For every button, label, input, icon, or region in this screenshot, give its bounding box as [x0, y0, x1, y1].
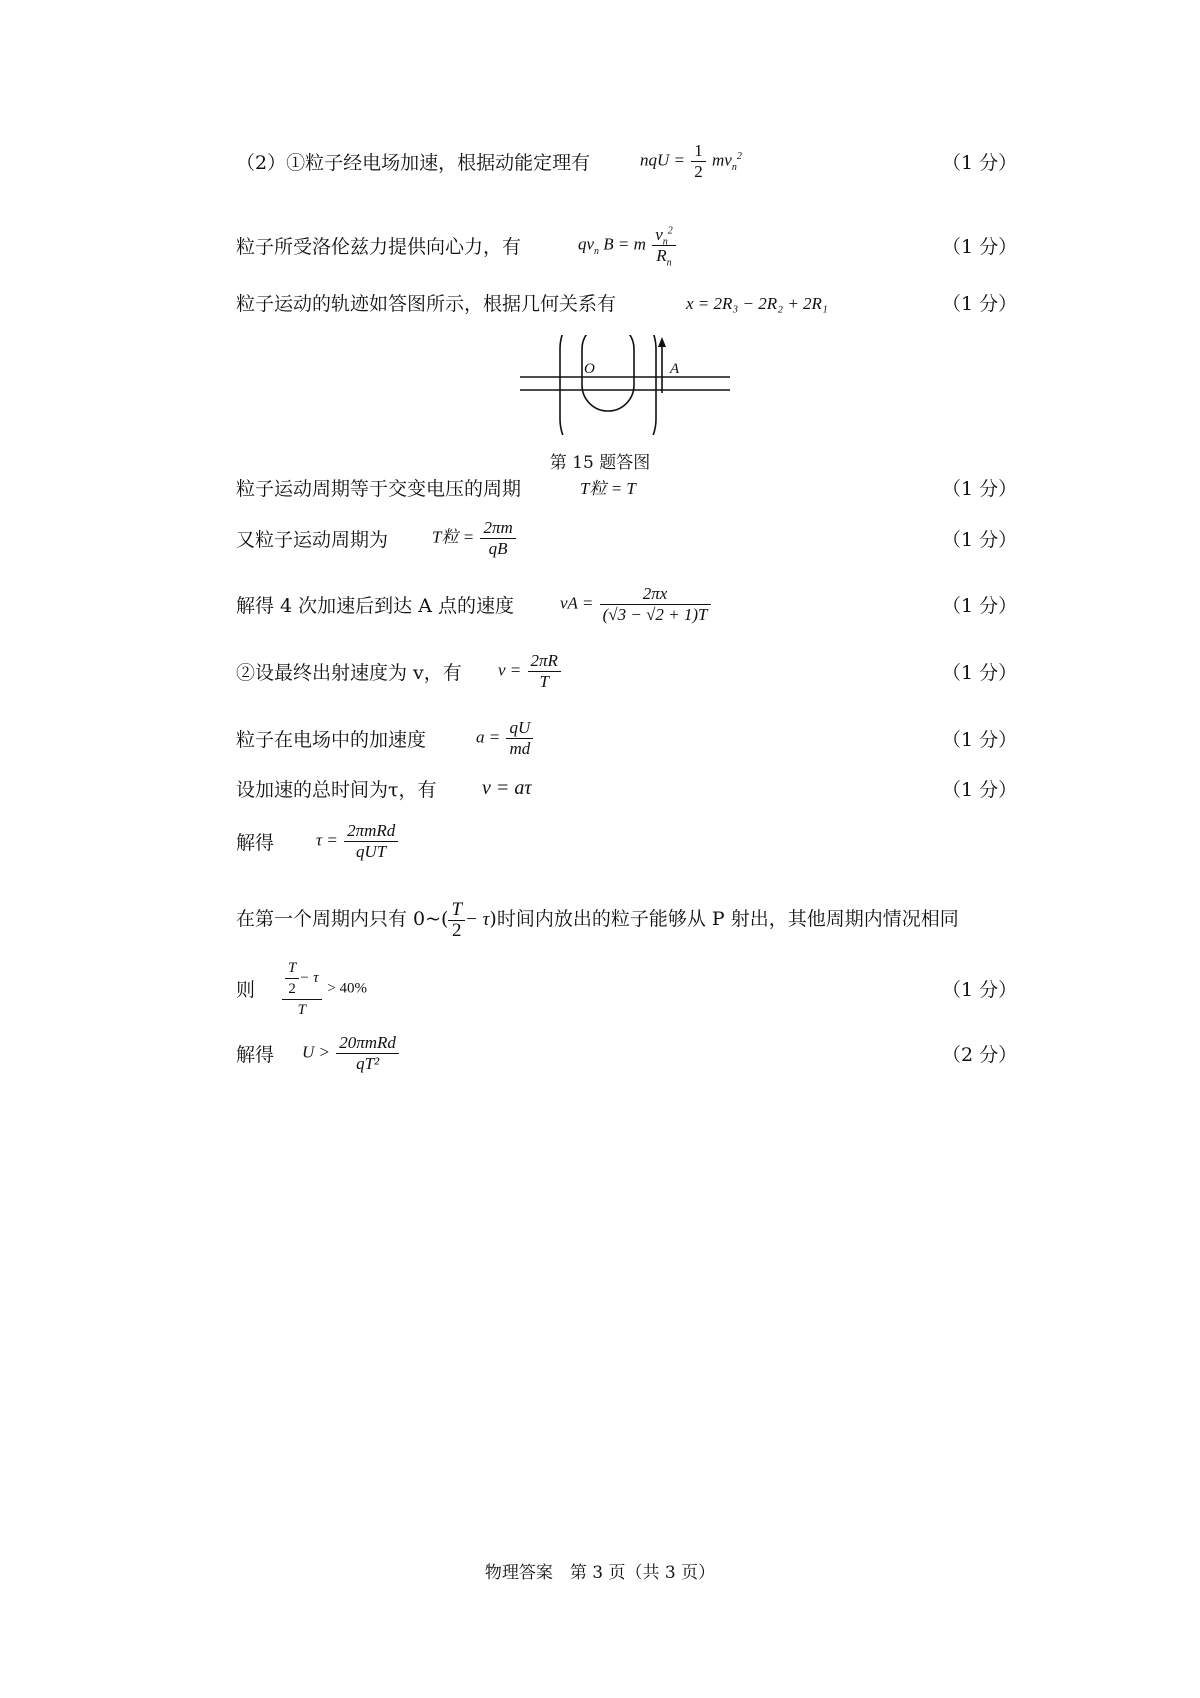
score-label: （1 分） [942, 152, 1018, 174]
answer-text: 又粒子运动周期为 [236, 529, 389, 551]
score-label: （1 分） [942, 779, 1018, 801]
answer-text: 粒子运动周期等于交变电压的周期 [236, 478, 522, 500]
answer-text: （2）①粒子经电场加速，根据动能定理有 [236, 152, 591, 174]
score-label: （1 分） [942, 662, 1018, 684]
answer-text: 解得 4 次加速后到达 A 点的速度 [236, 595, 514, 617]
point-o-label: O [584, 361, 595, 377]
answer-text: 粒子运动的轨迹如答图所示，根据几何关系有 [236, 293, 617, 315]
score-label: （1 分） [942, 729, 1018, 751]
score-label: （1 分） [942, 236, 1018, 258]
trajectory-diagram [520, 335, 730, 435]
outer-trajectory [560, 335, 656, 435]
answer-text: 粒子所受洛伦兹力提供向心力，有 [236, 236, 522, 258]
answer-text: 粒子在电场中的加速度 [236, 729, 427, 751]
page-footer: 物理答案 第 3 页（共 3 页） [484, 1563, 716, 1583]
figure-caption: 第 15 题答图 [549, 453, 651, 473]
formula-geometry: x = 2R₃ − 2R₂ + 2R₁ [686, 294, 828, 313]
answer-text: ②设最终出射速度为 v，有 [236, 662, 462, 684]
formula-velocity-a: vA = $\frac{2\pi x}{(√3 - √2 + 1)T}$ [560, 584, 713, 625]
formula-period-equal: T粒 = T [580, 479, 636, 498]
answer-text: 解得 [236, 1044, 275, 1066]
answer-text-interval: 在第一个周期内只有 0~( $\frac{T}{2}$ − τ)时间内放出的粒子能够从 P 射出，其他周期内情况相同 [236, 899, 959, 941]
answer-text: 则 [236, 979, 256, 1001]
score-label: （1 分） [942, 478, 1018, 500]
formula-acceleration: a = $\frac{qU}{md}$ [476, 718, 535, 759]
formula-voltage-result: U > $\frac{\text{20πmRd}}{\text{qT²}}$ [302, 1033, 401, 1074]
score-label: （1 分） [942, 595, 1018, 617]
score-label: （1 分） [942, 293, 1018, 315]
exit-arrow-icon [658, 337, 666, 347]
answer-text: 解得 [236, 832, 275, 854]
formula-ratio: $\frac{T}{2}$ − τ T > 40% [280, 958, 367, 1020]
formula-kinetic-energy: nqU = $\frac{1}{2}$ $mv_n^2$ [640, 141, 742, 181]
score-label: （1 分） [942, 529, 1018, 551]
score-label: （2 分） [942, 1044, 1018, 1066]
point-a-label: A [670, 361, 680, 377]
score-label: （1 分） [942, 979, 1018, 1001]
formula-lorentz-force: $qv_n$ B = m $\frac{v_n^2}{R_n}$ [578, 225, 678, 266]
formula-period: T粒 = $\frac{2\pi m}{qB}$ [432, 518, 518, 559]
answer-text: 设加速的总时间为τ，有 [236, 779, 437, 801]
formula-tau: τ = $\frac{\text{2πmRd}}{\text{qUT}}$ [316, 821, 400, 862]
formula-v-a-tau: v = aτ [482, 777, 532, 799]
formula-exit-velocity: v = $\frac{2\pi R}{T}$ [498, 651, 563, 692]
